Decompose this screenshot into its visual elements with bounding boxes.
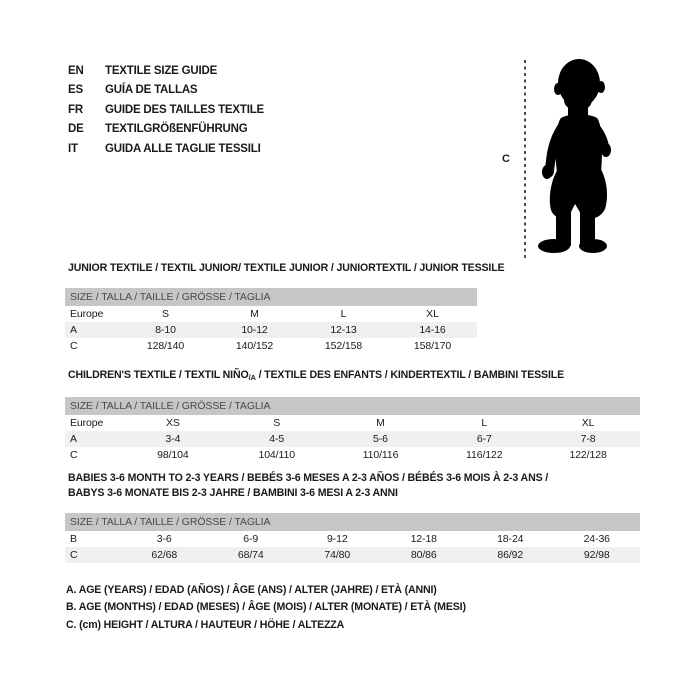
size-cell: XL	[426, 308, 439, 320]
size-cell: L	[481, 417, 488, 429]
size-cell: 86/92	[497, 549, 524, 561]
heading-text: BABYS 3-6 MONATE BIS 2-3 JAHRE / BAMBINI 3-6 MESI A 2-3 ANNI	[68, 487, 398, 499]
row-label-cell: A	[70, 324, 77, 336]
row-label-cell: C	[70, 449, 78, 461]
heading-subscript: /A	[248, 373, 256, 382]
language-code: FR	[68, 103, 83, 116]
size-cell: 5-6	[373, 433, 388, 445]
size-cell: S	[162, 308, 169, 320]
size-cell: 12-13	[330, 324, 357, 336]
language-row	[68, 81, 264, 100]
table-row	[65, 338, 477, 354]
size-cell: 10-12	[241, 324, 268, 336]
language-code: ES	[68, 84, 83, 97]
section-heading	[65, 471, 640, 486]
language-row	[68, 140, 264, 159]
baby-silhouette-icon	[535, 58, 617, 258]
size-table	[65, 306, 477, 354]
language-code: IT	[68, 142, 78, 155]
size-cell: M	[376, 417, 385, 429]
size-cell: 68/74	[237, 549, 264, 561]
size-cell: 140/152	[235, 340, 274, 352]
size-section	[65, 368, 640, 463]
size-cell: XS	[165, 417, 180, 429]
language-block	[68, 62, 264, 159]
heading-text: BABIES 3-6 MONTH TO 2-3 YEARS / BEBÉS 3-6 MESES A 2-3 AÑOS / BÉBÉS 3-6 MOIS À 2-3 ANS /	[68, 472, 549, 484]
section-heading	[65, 261, 504, 276]
size-table	[65, 531, 640, 563]
language-label: GUIDE DES TAILLES TEXTILE	[105, 103, 264, 116]
size-cell: 116/122	[466, 449, 503, 461]
section-heading	[65, 486, 640, 501]
size-cell: 152/158	[324, 340, 363, 352]
size-header-bar: SIZE / TALLA / TAILLE / GRÖSSE / TAGLIA	[65, 288, 477, 306]
language-row	[68, 101, 264, 120]
size-section	[65, 261, 504, 354]
size-cell: 6-9	[243, 533, 259, 545]
size-cell: 110/116	[362, 449, 399, 461]
language-code: DE	[68, 123, 84, 136]
row-label-cell: Europe	[70, 417, 104, 429]
language-label: TEXTILE SIZE GUIDE	[105, 65, 218, 77]
row-label-cell: C	[70, 340, 78, 352]
size-cell: 122/128	[569, 449, 607, 461]
size-cell: 98/104	[157, 449, 189, 461]
note-line: B. AGE (MONTHS) / EDAD (MESES) / ÂGE (MOIS) / ALTER (MONATE) / ETÀ (MESI)	[66, 601, 466, 614]
size-cell: 104/110	[258, 449, 295, 461]
height-dashed-line	[524, 60, 526, 260]
language-label: TEXTILGRÖßENFÜHRUNG	[105, 123, 248, 136]
row-label-cell: Europe	[70, 308, 104, 320]
size-cell: 62/68	[151, 549, 178, 561]
size-table	[65, 415, 640, 463]
table-row	[65, 531, 640, 547]
language-code: EN	[68, 65, 84, 77]
size-cell: 14-16	[419, 324, 446, 336]
size-cell: 128/140	[146, 340, 185, 352]
table-row	[65, 415, 640, 431]
row-label-cell: A	[70, 433, 77, 445]
language-label: GUÍA DE TALLAS	[105, 84, 198, 97]
size-header-bar: SIZE / TALLA / TAILLE / GRÖSSE / TAGLIA	[65, 397, 640, 415]
size-cell: XL	[581, 417, 595, 429]
heading-text: CHILDREN'S TEXTILE / TEXTIL NIÑO	[68, 369, 249, 381]
size-cell: 6-7	[476, 433, 492, 445]
size-cell: 7-8	[580, 433, 596, 445]
size-cell: 158/170	[413, 340, 452, 352]
table-row	[65, 431, 640, 447]
note-line: A. AGE (YEARS) / EDAD (AÑOS) / ÂGE (ANS) / ALTER (JAHRE) / ETÀ (ANNI)	[66, 584, 437, 596]
size-cell: S	[273, 417, 281, 429]
table-row	[65, 447, 640, 463]
language-row	[68, 62, 264, 81]
size-cell: 8-10	[155, 324, 176, 336]
size-header-bar: SIZE / TALLA / TAILLE / GRÖSSE / TAGLIA	[65, 513, 640, 531]
language-label: GUIDA ALLE TAGLIE TESSILI	[105, 142, 261, 155]
language-row	[68, 120, 264, 139]
notes	[66, 582, 466, 634]
size-cell: 3-4	[165, 433, 181, 445]
table-row	[65, 547, 640, 563]
section-heading	[65, 368, 640, 385]
row-label-cell: C	[70, 549, 78, 561]
size-cell: L	[340, 308, 347, 320]
size-cell: 18-24	[497, 533, 524, 545]
size-cell: M	[250, 308, 259, 320]
size-cell: 3-6	[156, 533, 172, 545]
heading-text: / TEXTILE DES ENFANTS / KINDERTEXTIL / BAMBINI TESSILE	[255, 369, 564, 381]
size-cell: 4-5	[269, 433, 285, 445]
size-section	[65, 471, 640, 563]
row-label-cell: B	[70, 533, 77, 545]
table-row	[65, 322, 477, 338]
size-cell: 80/86	[410, 549, 437, 561]
size-cell: 9-12	[326, 533, 348, 545]
size-cell: 74/80	[324, 549, 351, 561]
height-label-c: C	[502, 153, 510, 165]
size-cell: 24-36	[583, 533, 610, 545]
size-cell: 92/98	[583, 549, 610, 561]
table-row	[65, 306, 477, 322]
note-line: C. (cm) HEIGHT / ALTURA / HAUTEUR / HÖHE / ALTEZZA	[66, 618, 345, 631]
size-cell: 12-18	[410, 533, 437, 545]
heading-text: JUNIOR TEXTILE / TEXTIL JUNIOR/ TEXTILE JUNIOR / JUNIORTEXTIL / JUNIOR TESSILE	[68, 262, 505, 274]
